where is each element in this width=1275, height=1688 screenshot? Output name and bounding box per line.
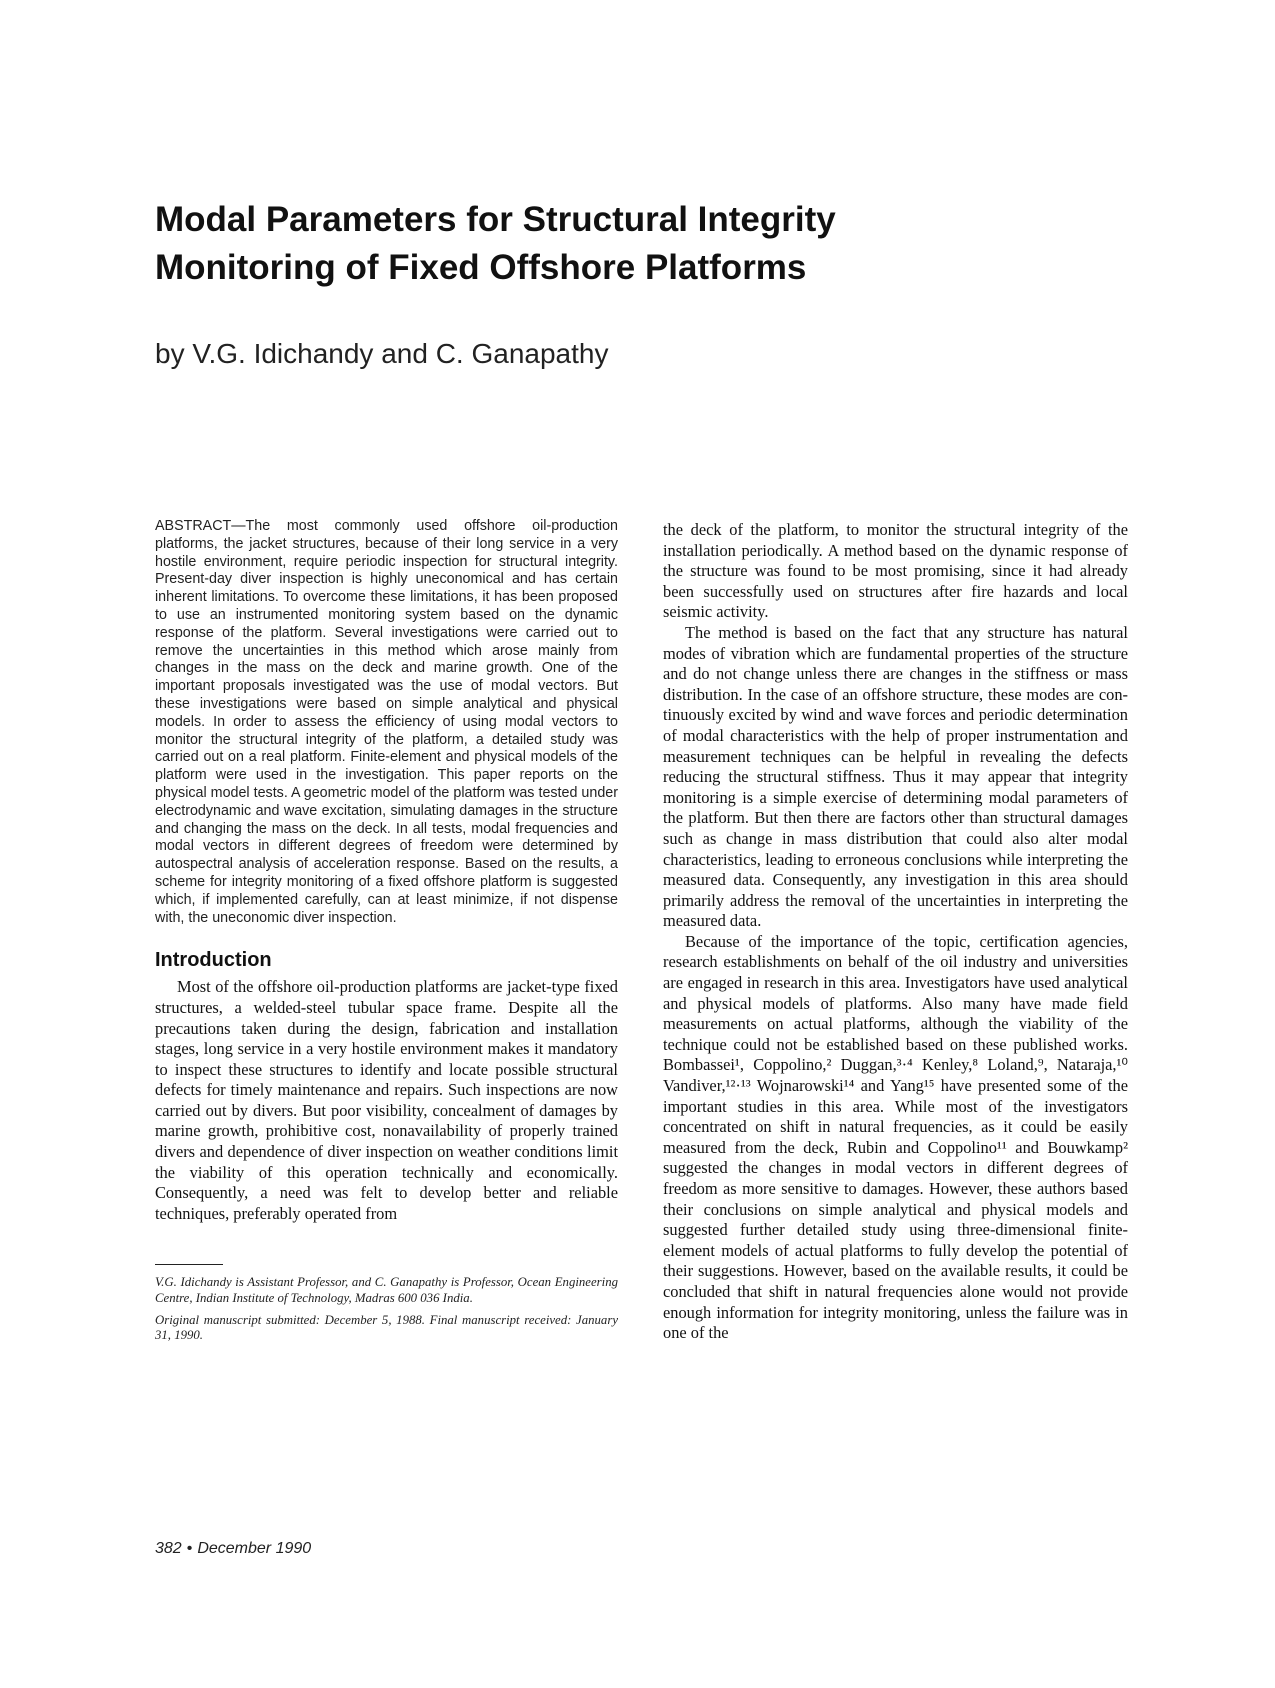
author-affiliation-footnote: V.G. Idichandy is Assistant Professor, and C. Ganapathy is Professor, Ocean Engineering Centre, Indian Institute of Technology, Madras 600 036 India. — [155, 1275, 618, 1306]
body-paragraph-1: the deck of the platform, to monitor the structural integrity of the installation periodically. A method based on the dynamic response of the structure was found to be most promising, since it had already been successfully used on structures after fire hazards and local seismic activity. — [663, 520, 1128, 622]
introduction-heading: Introduction — [155, 949, 272, 972]
body-paragraph-3: Because of the importance of the topic, certification agencies, research establishments on behalf of the oil industry and universities are engaged in research in this area. Investigators have used analytical and physical models of platforms. Also many have made field measurements on actual platforms, although the viability of the technique could not be established based on these published works. Bombassei¹, Coppolino,² Duggan,³·⁴ Kenley,⁸ Loland,⁹, Nataraja,¹⁰ Vandiver,¹²·¹³ Wojnarowski¹⁴ and Yang¹⁵ have presented some of the important studies in this area. While most of the investigators concentrated on shift in natural frequencies, as it could be easily measured from the deck, Rubin and Coppolino¹¹ and Bouwkamp² suggested the changes in modal vectors in different degrees of freedom as more sensitive to damages. However, these authors based their conclusions on simple analytical and physical models and suggested further detailed study using three-dimensional finite-element models of actual platforms to fully develop the potential of their suggestions. However, based on the available results, it could be concluded that shift in natural frequencies alone would not provide enough information for integrity monitoring, unless the failure was in one of the — [663, 931, 1128, 1343]
author-byline: by V.G. Idichandy and C. Ganapathy — [155, 338, 609, 369]
introduction-paragraph: Most of the offshore oil-production platforms are jacket-type fixed structures, a welded-steel tubular space frame. Despite all the precautions taken during the design, fabrication and installation stages, long service in a very hostile environment makes it mandatory to inspect these structures to identify and locate possible structural defects for timely maintenance and repairs. Such inspections are now carried out by divers. But poor visibility, concealment of damages by marine growth, prohibitive cost, nonavailability of properly trained divers and dependence of diver inspection on weather conditions limit the viability of this operation technically and economically. Consequently, a need was felt to develop better and reliable techniques, preferably operated from — [155, 977, 618, 1223]
footnote-divider — [155, 1264, 223, 1265]
title-line-2: Monitoring of Fixed Offshore Platforms — [155, 248, 807, 287]
issue-date: December 1990 — [197, 1540, 312, 1557]
page-number: 382 — [155, 1540, 182, 1557]
page-footer — [155, 1540, 311, 1558]
title-line-1: Modal Parameters for Structural Integrity — [155, 200, 836, 239]
left-column — [155, 518, 618, 1350]
paper-title — [155, 196, 1055, 292]
right-column — [663, 520, 1128, 1344]
footer-bullet: • — [186, 1540, 193, 1557]
abstract: ABSTRACT—The most commonly used offshore oil-production platforms, the jacket structures, because of their long service in a very hostile environment, require periodic inspection for structural integrity. Present-day diver inspection is highly uneconomical and has certain inherent limitations. To overcome these limitations, it has been proposed to use an instrumented monitoring system based on the dynamic response of the platform. Several investigations were carried out to remove the uncertainties in this method which arose mainly from changes in the mass on the deck and marine growth. One of the important proposals investigated was the use of modal vectors. But these investigations were based on simple analytical and physical models. In order to assess the efficiency of using modal vectors to monitor the structural integrity of the platform, a detailed study was carried out on a real platform. Finite-element and physical models of the platform were used in the investigation. This paper reports on the physical model tests. A geometric model of the platform was tested under electrodynamic and wave excitation, simulating damages in the structure and changing the mass on the deck. In all tests, modal frequencies and modal vectors in different degrees of freedom were determined by autospectral analysis of acceleration response. Based on the results, a scheme for integrity monitoring of a fixed offshore platform is suggested which, if implemented carefully, can at least minimize, if not dispense with, the uneconomic diver inspection. — [155, 518, 618, 926]
manuscript-dates-footnote: Original manuscript submitted: December 5, 1988. Final manuscript received: January 31, 1990. — [155, 1312, 618, 1343]
body-paragraph-2: The method is based on the fact that any structure has natural modes of vibration which are fundamental properties of the structure and do not change unless there are changes in the stiffness or mass distribution. In the case of an offshore structure, these modes are continuously excited by wind and wave forces and periodic determination of modal characteristics with the help of proper instrumentation and measurement techniques can be helpful in revealing the defects reducing the structural stiffness. Thus it may appear that integrity monitoring is a simple exercise of determining modal parameters of the platform. But then there are factors other than structural damages such as change in mass distribution that could also alter modal characteristics, leading to erroneous conclusions while interpreting the measured data. Consequently, any investigation in this area should primarily address the removal of the uncertainties in interpreting the measured data. — [663, 622, 1128, 931]
